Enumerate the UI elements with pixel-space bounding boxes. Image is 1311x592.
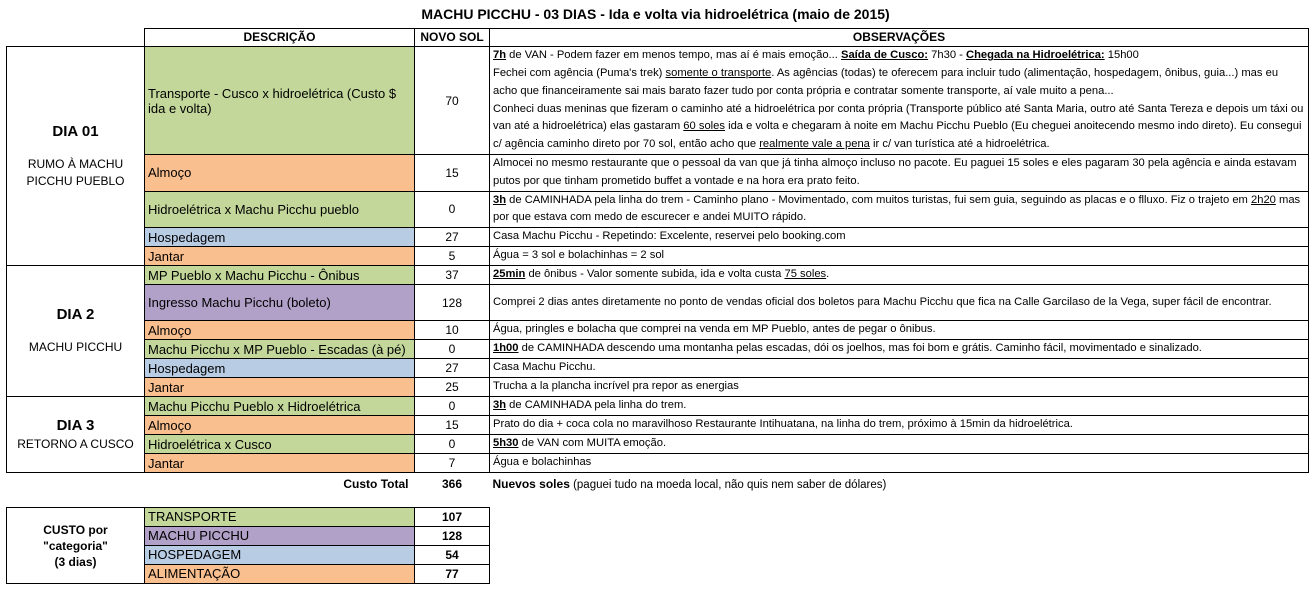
category-value: 77 <box>415 565 490 584</box>
header-descricao: DESCRIÇÃO <box>145 29 415 47</box>
row-description: Hospedagem <box>145 359 415 378</box>
row-observation: Água = 3 sol e bolachinhas = 2 sol <box>490 247 1309 266</box>
total-note <box>490 473 1309 496</box>
day2-name: DIA 2 <box>56 306 95 324</box>
row-description: Hospedagem <box>145 228 415 247</box>
row-observation: Água e bolachinhas <box>490 454 1309 473</box>
row-observation: Água, pringles e bolacha que comprei na venda em MP Pueblo, antes de pegar o ônibus. <box>490 321 1309 340</box>
row-value: 10 <box>415 321 490 340</box>
row-observation: 1h00 de CAMINHADA descendo uma montanha pelas escadas, dói os joelhos, mas foi bom e grátis. Caminho fácil, movimentado e sinalizado. <box>490 340 1309 359</box>
table-row <box>7 359 1309 378</box>
table-row <box>7 155 1309 192</box>
row-description: Hidroelétrica x Machu Picchu pueblo <box>145 191 415 228</box>
row-value: 7 <box>415 454 490 473</box>
row-value: 128 <box>415 285 490 321</box>
row-description: Jantar <box>145 454 415 473</box>
row-value: 0 <box>415 191 490 228</box>
row-value: 0 <box>415 435 490 454</box>
row-value: 70 <box>415 47 490 155</box>
header-blank <box>7 29 145 47</box>
row-description: Ingresso Machu Picchu (boleto) <box>145 285 415 321</box>
table-row <box>7 228 1309 247</box>
header-row <box>7 29 1309 47</box>
row-description: Almoço <box>145 416 415 435</box>
table-row <box>7 266 1309 285</box>
row-value: 5 <box>415 247 490 266</box>
category-row <box>7 508 490 527</box>
row-description: Jantar <box>145 247 415 266</box>
row-description: Machu Picchu Pueblo x Hidroelétrica <box>145 397 415 416</box>
row-value: 15 <box>415 155 490 192</box>
row-observation: 5h30 de VAN com MUITA emoção. <box>490 435 1309 454</box>
row-description: Almoço <box>145 155 415 192</box>
header-novo-sol: NOVO SOL <box>415 29 490 47</box>
table-row <box>7 191 1309 228</box>
table-row <box>7 435 1309 454</box>
header-observacoes: OBSERVAÇÕES <box>490 29 1309 47</box>
row-value: 0 <box>415 340 490 359</box>
table-row <box>7 397 1309 416</box>
day2-cell <box>7 266 145 397</box>
row-value: 0 <box>415 397 490 416</box>
category-cost-table <box>6 507 490 584</box>
row-value: 25 <box>415 378 490 397</box>
row-value: 27 <box>415 359 490 378</box>
row-observation: Prato do dia + coca cola no maravilhoso Restaurante Intihuatana, na linha do trem, próximo à 15min da hidroelétrica. <box>490 416 1309 435</box>
category-value: 54 <box>415 546 490 565</box>
page-title: MACHU PICCHU - 03 DIAS - Ida e volta via hidroelétrica (maio de 2015) <box>421 6 890 22</box>
row-value: 37 <box>415 266 490 285</box>
table-row <box>7 247 1309 266</box>
category-name: TRANSPORTE <box>145 508 415 527</box>
category-name: HOSPEDAGEM <box>145 546 415 565</box>
itinerary-table <box>6 28 1309 495</box>
row-description: MP Pueblo x Machu Picchu - Ônibus <box>145 266 415 285</box>
total-blank <box>7 473 145 496</box>
row-description: Machu Picchu x MP Pueblo - Escadas (à pé) <box>145 340 415 359</box>
row-description: Hidroelétrica x Cusco <box>145 435 415 454</box>
day1-name: DIA 01 <box>52 122 99 140</box>
row-observation: Trucha a la plancha incrível pra repor as energias <box>490 378 1309 397</box>
row-observation: Comprei 2 dias antes diretamente no ponto de vendas oficial dos boletos para Machu Picchu que fica na Calle Garcilaso de la Vega, super fácil de encontrar. <box>490 285 1309 321</box>
table-row <box>7 340 1309 359</box>
day1-cell <box>7 47 145 266</box>
total-value: 366 <box>441 477 463 492</box>
total-currency: Nuevos soles <box>492 477 570 492</box>
row-description: Almoço <box>145 321 415 340</box>
row-observation: Almocei no mesmo restaurante que o pessoal da van que já tinha almoço incluso no pacote. Eu paguei 15 soles e eles pagaram 30 pela agência e ainda estavam putos por que tinham prometido buffet a vontade e na hora era prato feito. <box>490 155 1309 192</box>
row-description: Jantar <box>145 378 415 397</box>
category-value: 128 <box>415 527 490 546</box>
table-row <box>7 47 1309 155</box>
table-row <box>7 416 1309 435</box>
day2-subtitle: MACHU PICCHU <box>28 340 123 355</box>
row-value: 15 <box>415 416 490 435</box>
table-row <box>7 378 1309 397</box>
row-value: 27 <box>415 228 490 247</box>
category-name: ALIMENTAÇÃO <box>145 565 415 584</box>
day1-subtitle: RUMO À MACHU PICCHU PUEBLO <box>26 156 125 188</box>
day3-cell <box>7 397 145 473</box>
category-value: 107 <box>415 508 490 527</box>
table-row <box>7 454 1309 473</box>
table-row <box>7 321 1309 340</box>
row-observation: Casa Machu Picchu - Repetindo: Excelente, reservei pelo booking.com <box>490 228 1309 247</box>
day3-subtitle: RETORNO A CUSCO <box>17 436 134 451</box>
row-observation: Casa Machu Picchu. <box>490 359 1309 378</box>
row-observation: 25min de ônibus - Valor somente subida, ida e volta custa 75 soles. <box>490 266 1309 285</box>
table-row <box>7 285 1309 321</box>
total-row <box>7 473 1309 496</box>
day3-name: DIA 3 <box>56 416 95 434</box>
row-observation: 3h de CAMINHADA pela linha do trem. <box>490 397 1309 416</box>
row-description: Transporte - Cusco x hidroelétrica (Custo $ ida e volta) <box>145 47 415 155</box>
row-observation: 7h de VAN - Podem fazer em menos tempo, mas aí é mais emoção... Saída de Cusco: 7h30 - Chegada na Hidroelétrica: 15h00 Fechei com agência (Puma's trek) somente o transporte. As agências (todas) te oferecem para incluir tudo (alimentação, hospedagem, ônibus, guia...) mas eu acho que financeiramente sai mais barato fazer tudo por conta própria e contratar somente transporte, aí vale muito a pena... Conheci duas meninas que fizeram o caminho até a hidroelétrica por conta própria (Transporte público até Santa Maria, outro até Santa Tereza e depois um táxi ou van até a hidroelétrica) elas gastaram 60 soles ida e volta e chegaram à noite em Machu Picchu Pueblo (Eu cheguei anoitecendo mesmo indo direto). Eu consegui c/ agência caminho direto por 70 sol, então acho que realmente vale a pena ir c/ van turística até a hidroelétrica. <box>490 47 1309 155</box>
row-observation: 3h de CAMINHADA pela linha do trem - Caminho plano - Movimentado, com muitos turistas, fui sem guia, seguindo as placas e o flluxo. Fiz o trajeto em 2h20 mas por que estava com medo de escurecer e andei MUITO rápido. <box>490 191 1309 228</box>
category-name: MACHU PICCHU <box>145 527 415 546</box>
total-note-text: (paguei tudo na moeda local, não quis nem saber de dólares) <box>569 479 887 492</box>
category-label: CUSTO por "categoria" (3 dias) <box>7 508 145 584</box>
total-label: Custo Total <box>343 477 409 492</box>
